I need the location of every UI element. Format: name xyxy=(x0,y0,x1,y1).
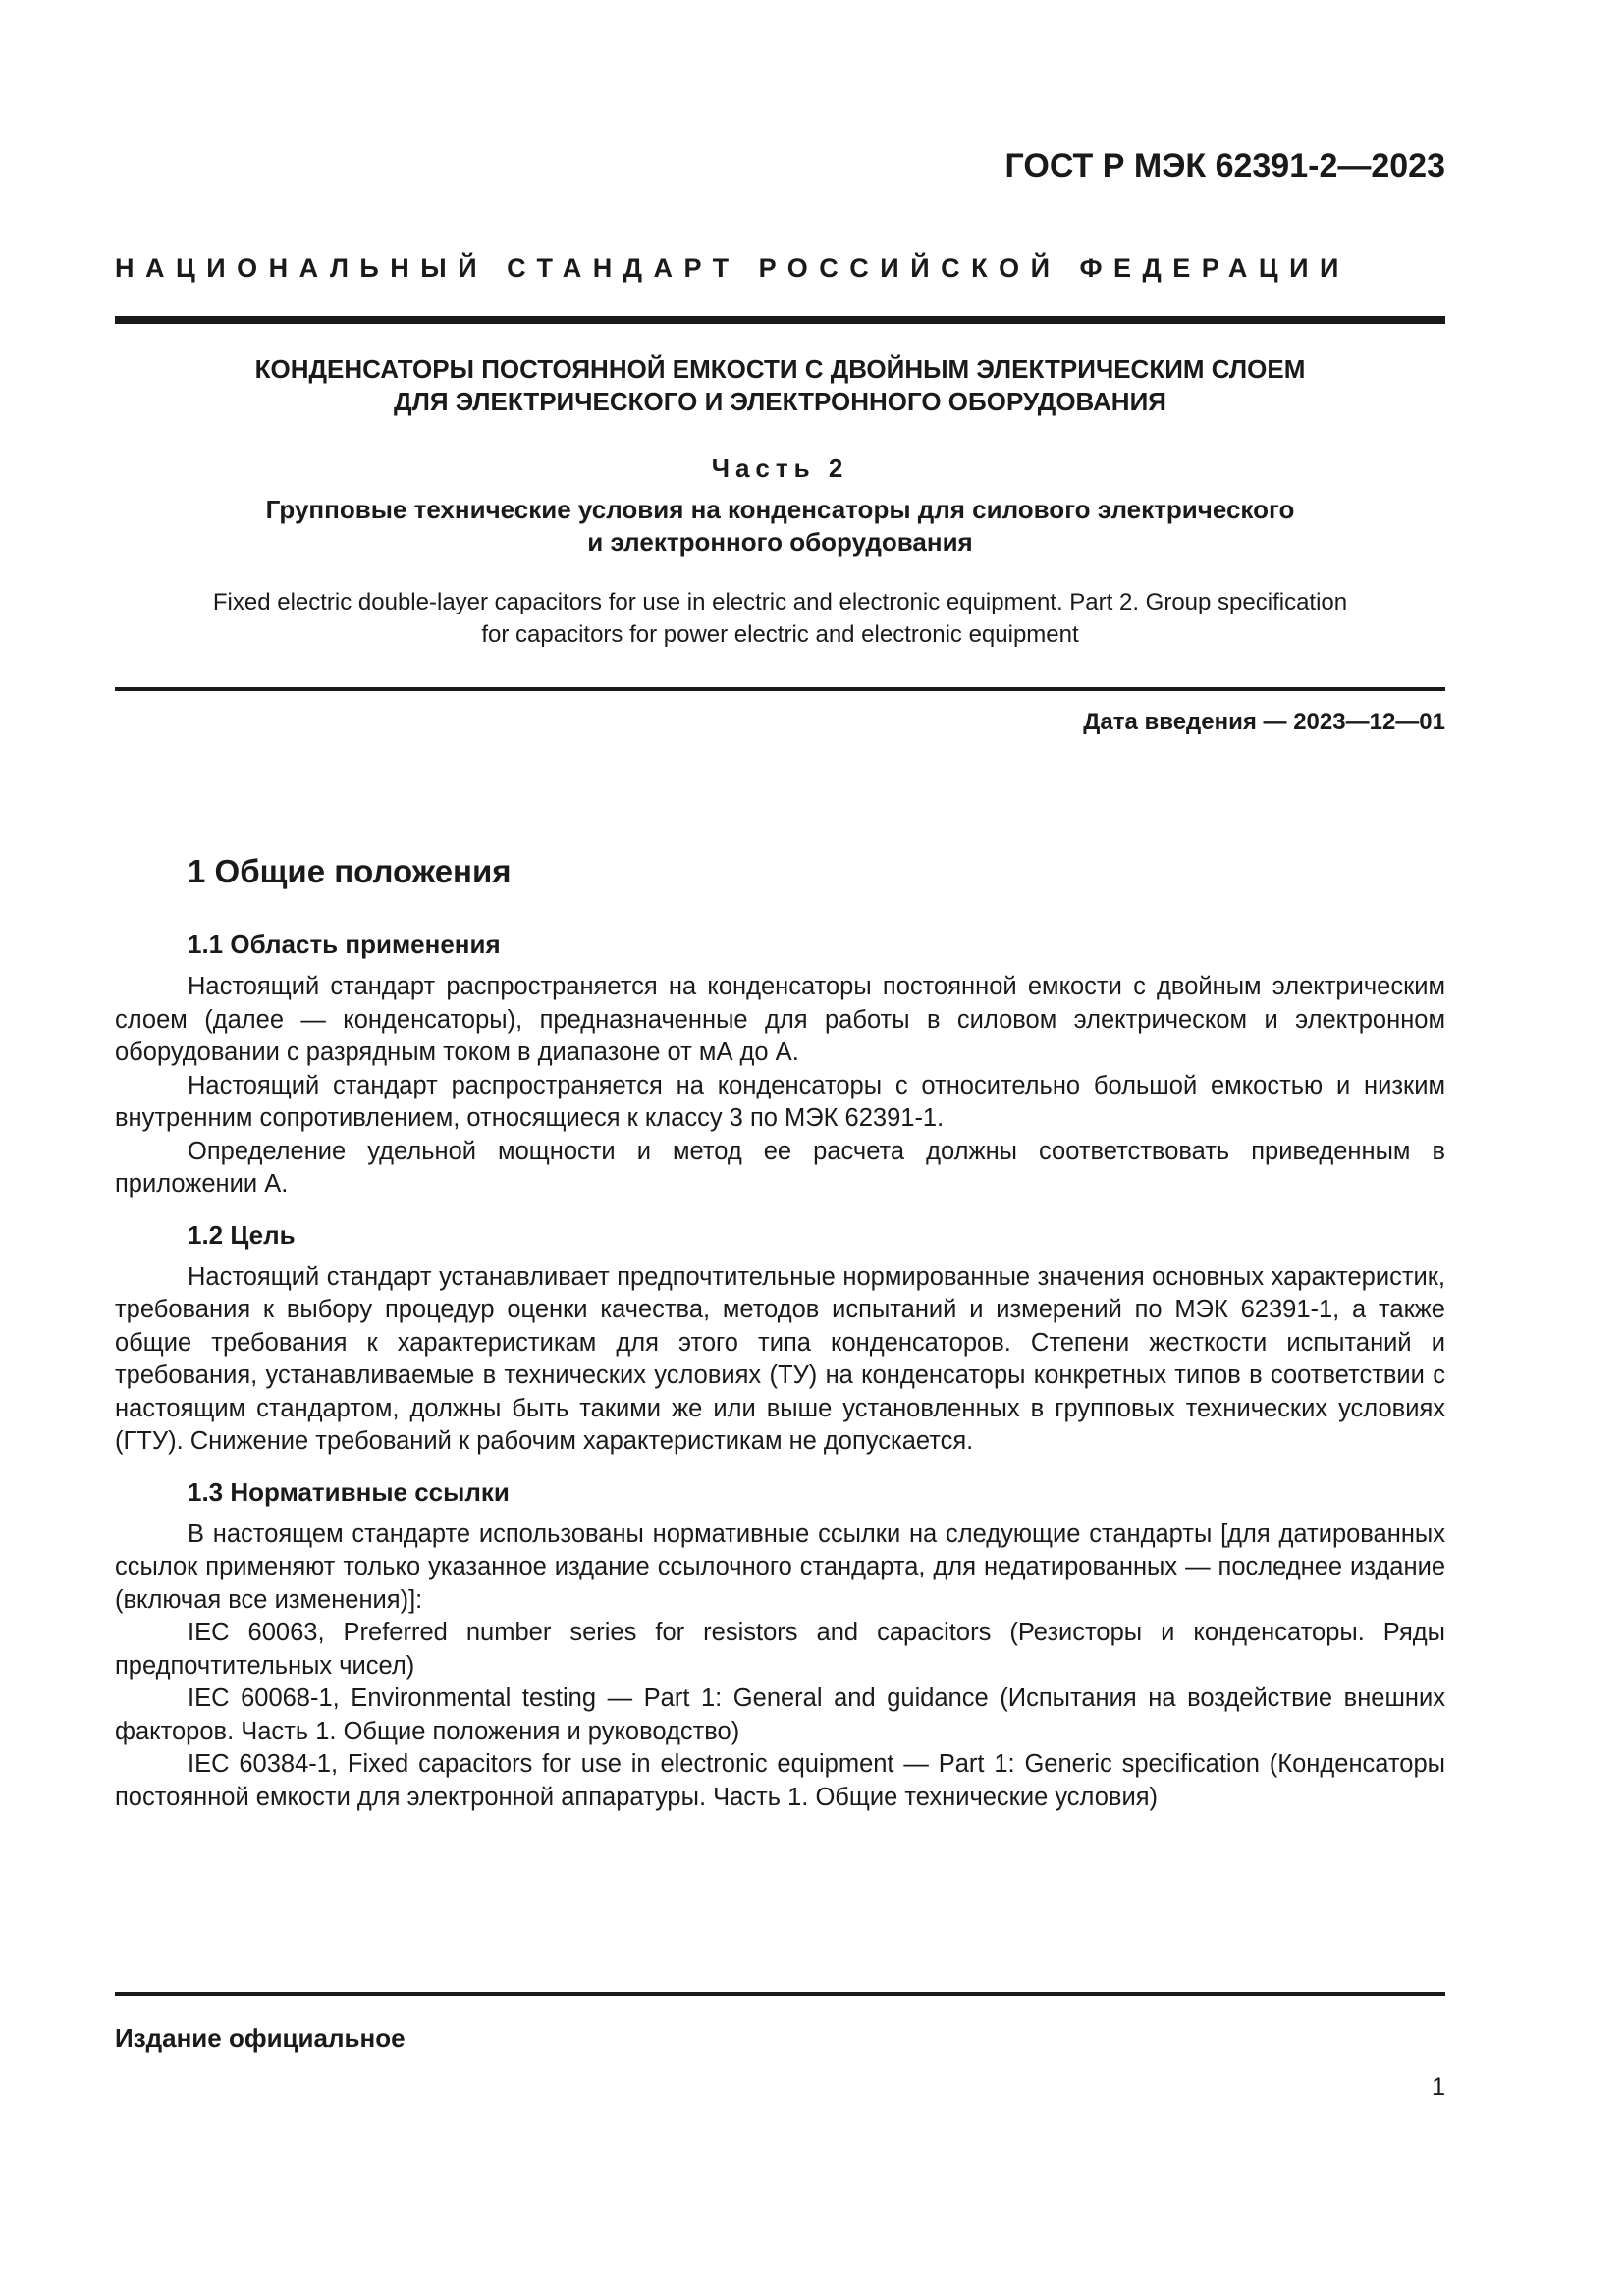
document-subtitle xyxy=(115,494,1445,559)
english-title xyxy=(115,586,1445,651)
subtitle-line-1: Групповые технические условия на конденсаторы для силового электрического xyxy=(265,495,1295,524)
paragraph: В настоящем стандарте использованы нормативные ссылки на следующие стандарты [для датированных ссылок применяют только указанное издание ссылочного стандарта, для недатированных — последнее издание (включая все изменения)]: xyxy=(115,1520,1445,1614)
title-rule xyxy=(115,687,1445,691)
introduction-date: Дата введения — 2023—12—01 xyxy=(1083,709,1445,735)
document-body xyxy=(115,852,1445,1814)
english-title-line-2: for capacitors for power electric and electronic equipment xyxy=(481,621,1079,648)
paragraph: Настоящий стандарт распространяется на конденсаторы с относительно большой емкостью и низким внутренним сопротивлением, относящиеся к классу 3 по МЭК 62391-1. xyxy=(115,1071,1445,1132)
part-label: Часть 2 xyxy=(711,454,849,483)
national-standard-banner: НАЦИОНАЛЬНЫЙ СТАНДАРТ РОССИЙСКОЙ ФЕДЕРАЦИИ xyxy=(115,253,1350,283)
page-number: 1 xyxy=(1432,2073,1445,2101)
section-heading: 1 Общие положения xyxy=(188,853,512,889)
official-edition-label: Издание официальное xyxy=(115,2023,406,2053)
subsection-heading-scope: 1.1 Область применения xyxy=(188,930,501,959)
paragraph: Определение удельной мощности и метод ее расчета должны соответствовать приведенным в приложении А. xyxy=(115,1137,1445,1198)
subsection-heading-purpose: 1.2 Цель xyxy=(188,1219,296,1250)
reference-item: IEC 60068-1, Environmental testing — Part 1: General and guidance (Испытания на воздействие внешних факторов. Часть 1. Общие положения и руководство) xyxy=(115,1684,1445,1745)
standard-code: ГОСТ Р МЭК 62391-2—2023 xyxy=(1004,147,1445,185)
document-title xyxy=(115,353,1445,418)
paragraph: Настоящий стандарт распространяется на конденсаторы постоянной емкости с двойным электрическим слоем (далее — конденсаторы), предназначенные для работы в силовом электрическом и электронном оборудовании с разрядным током в диапазоне от мА до А. xyxy=(115,973,1445,1066)
english-title-line-1: Fixed electric double-layer capacitors for use in electric and electronic equipment. Part 2. Group specification xyxy=(212,589,1348,615)
title-line-1: КОНДЕНСАТОРЫ ПОСТОЯННОЙ ЕМКОСТИ С ДВОЙНЫМ ЭЛЕКТРИЧЕСКИМ СЛОЕМ xyxy=(254,354,1306,384)
reference-item: IEC 60063, Preferred number series for resistors and capacitors (Резисторы и конденсаторы. Ряды предпочтительных чисел) xyxy=(115,1619,1445,1680)
reference-item: IEC 60384-1, Fixed capacitors for use in electronic equipment — Part 1: Generic specification (Конденсаторы постоянной емкости для электронной аппаратуры. Часть 1. Общие технические условия) xyxy=(115,1750,1445,1811)
subtitle-line-2: и электронного оборудования xyxy=(587,527,973,557)
footer-rule xyxy=(115,1992,1445,1996)
paragraph: Настоящий стандарт устанавливает предпочтительные нормированные значения основных характеристик, требования к выбору процедур оценки качества, методов испытаний и измерений по МЭК 62391-1, а также общие требования к характеристикам для этого типа конденсаторов. Степени жесткости испытаний и требования, устанавливаемые в технических условиях (ТУ) на конденсаторы конкретных типов в соответствии с настоящим стандартом, должны быть такими же или выше установленных в групповых технических условиях (ГТУ). Снижение требований к рабочим характеристикам не допускается. xyxy=(115,1262,1445,1455)
title-line-2: ДЛЯ ЭЛЕКТРИЧЕСКОГО И ЭЛЕКТРОННОГО ОБОРУДОВАНИЯ xyxy=(394,387,1166,416)
subsection-heading-references: 1.3 Нормативные ссылки xyxy=(188,1476,510,1507)
header-rule xyxy=(115,316,1445,324)
